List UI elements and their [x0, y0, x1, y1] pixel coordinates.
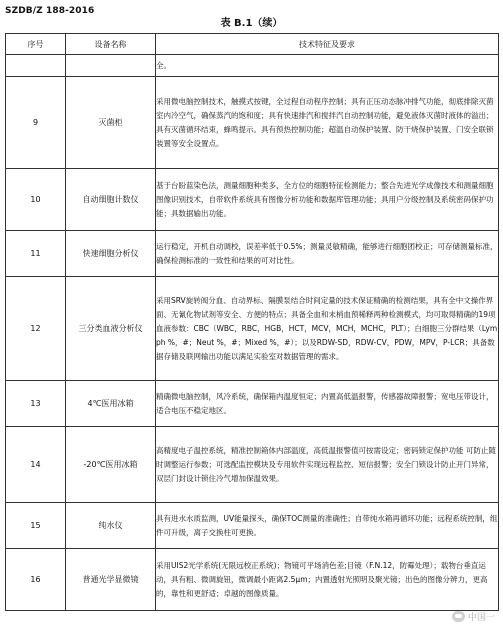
watermark	[452, 610, 495, 623]
table-row	[6, 427, 499, 503]
equipment-name	[66, 55, 156, 77]
equipment-specification: 基于台盼蓝染色法，测量细胞种类多，全方位的细胞特征检测能力；整合先进光学成像技术和测量细胞图像识别技术，自带软件系统具有图像分析功能和数据库管理功能；具用户分级控制及系统密码保护功能；具数据输出功能。	[156, 169, 499, 231]
document-number: SZDB/Z 188-2016	[5, 6, 95, 16]
equipment-name: 三分类血液分析仪	[66, 277, 156, 381]
equipment-name: 自动细胞计数仪	[66, 169, 156, 231]
equipment-specification: 高精度电子温控系统，精准控制箱体内部温度，高低温报警值可按需设定；密码锁定保护功能 可防止随时调整运行参数；可选配监控模块及专用软件实现远程监控、短信报警；安全门锁设计防止开门异常，双层门封设计锁住冷气增加保温效果。	[156, 427, 499, 503]
table-row	[6, 549, 499, 611]
table-row	[6, 277, 499, 381]
equipment-name: 4℃医用冰箱	[66, 381, 156, 427]
row-number: 9	[6, 77, 66, 169]
row-number: 11	[6, 231, 66, 277]
column-header-specifications: 技术特征及要求	[156, 34, 499, 55]
row-number: 10	[6, 169, 66, 231]
watermark-text: 中国一	[467, 613, 495, 623]
table-row	[6, 503, 499, 549]
table-row	[6, 55, 499, 77]
equipment-name: -20℃医用冰箱	[66, 427, 156, 503]
equipment-name: 普通光学显微镜	[66, 549, 156, 611]
equipment-specification: 全。	[156, 55, 499, 77]
equipment-name: 灭菌柜	[66, 77, 156, 169]
equipment-name: 纯水仪	[66, 503, 156, 549]
equipment-specification: 运行稳定，开机自动调校，误差率低于0.5%；测量灵敏精确，能够进行细胞团校正；可存储测量标准，确保检测标准的一致性和结果的可对比性。	[156, 231, 499, 277]
column-header-number: 序号	[6, 34, 66, 55]
row-number	[6, 55, 66, 77]
equipment-name: 快速细胞分析仪	[66, 231, 156, 277]
row-number: 16	[6, 549, 66, 611]
row-number: 13	[6, 381, 66, 427]
table-row	[6, 77, 499, 169]
row-number: 15	[6, 503, 66, 549]
table-row	[6, 169, 499, 231]
table-row	[6, 231, 499, 277]
equipment-specification: 精确微电脑控制，风冷系统，确保箱内温度恒定；内置高低温报警，传感器故障报警；宽电压带设计，适合电压不稳定地区。	[156, 381, 499, 427]
table-row	[6, 381, 499, 427]
table-title: 表 B.1（续）	[220, 18, 283, 29]
equipment-specification: 采用微电脑控制技术，触摸式按键，全过程自动程序控制；具有正压动态脉冲排气功能，彻底排除灭菌室内冷空气，确保蒸汽的饱和度；具有快速排汽和搅拌汽自动控制功能，避免液体灭菌时液体的溢出；具有灭菌循环结束，蜂鸣提示。具有预热控制功能；超温自动保护装置、防干烧保护装置、门安全联锁装置等安全设置点。	[156, 77, 499, 169]
equipment-specification: 采用UIS2光学系统(无限远校正系统)；物镜可平场消色差;目镜（F.N.12，防霉处理）；载物台垂直运动，具有粗、微调旋钮，微调最小距离2.5μm；内置透射光照明及聚光镜；出色的图像分辨力，更高的，靠性和更舒适；卓越的图像质量。	[156, 549, 499, 611]
equipment-spec-table	[5, 33, 499, 611]
row-number: 14	[6, 427, 66, 503]
row-number: 12	[6, 277, 66, 381]
equipment-specification: 具有进水水质监测，UV能量探头，确保TOC测量的准确性；自带纯水箱再循环功能；远程系统控制，组件可升级，离子交换柱可更换。	[156, 503, 499, 549]
table-header-row	[6, 34, 499, 55]
column-header-equipment-name: 设备名称	[66, 34, 156, 55]
wechat-icon	[452, 611, 465, 622]
equipment-specification: 采用SRV旋转阀分血、自动界标、隔膜泵结合时间定量的技术保证精确的检测结果，具有全中文操作界面、无氰化物试剂等安全、方便的特点；具备全血和末梢血预稀释两种检测模式，均可取得精确的19项血液参数：CBC（WBC，RBC，HGB，HCT，MCV，MCH，MCHC，PLT）；白细胞三分群结果（Lymph %，#；Neut %，#；Mixed %，#）；以及RDW-SD，RDW-CV，PDW，MPV，P-LCR；具备数据存储及联网输出功能以满足实验室对数据管理的需求。	[156, 277, 499, 381]
